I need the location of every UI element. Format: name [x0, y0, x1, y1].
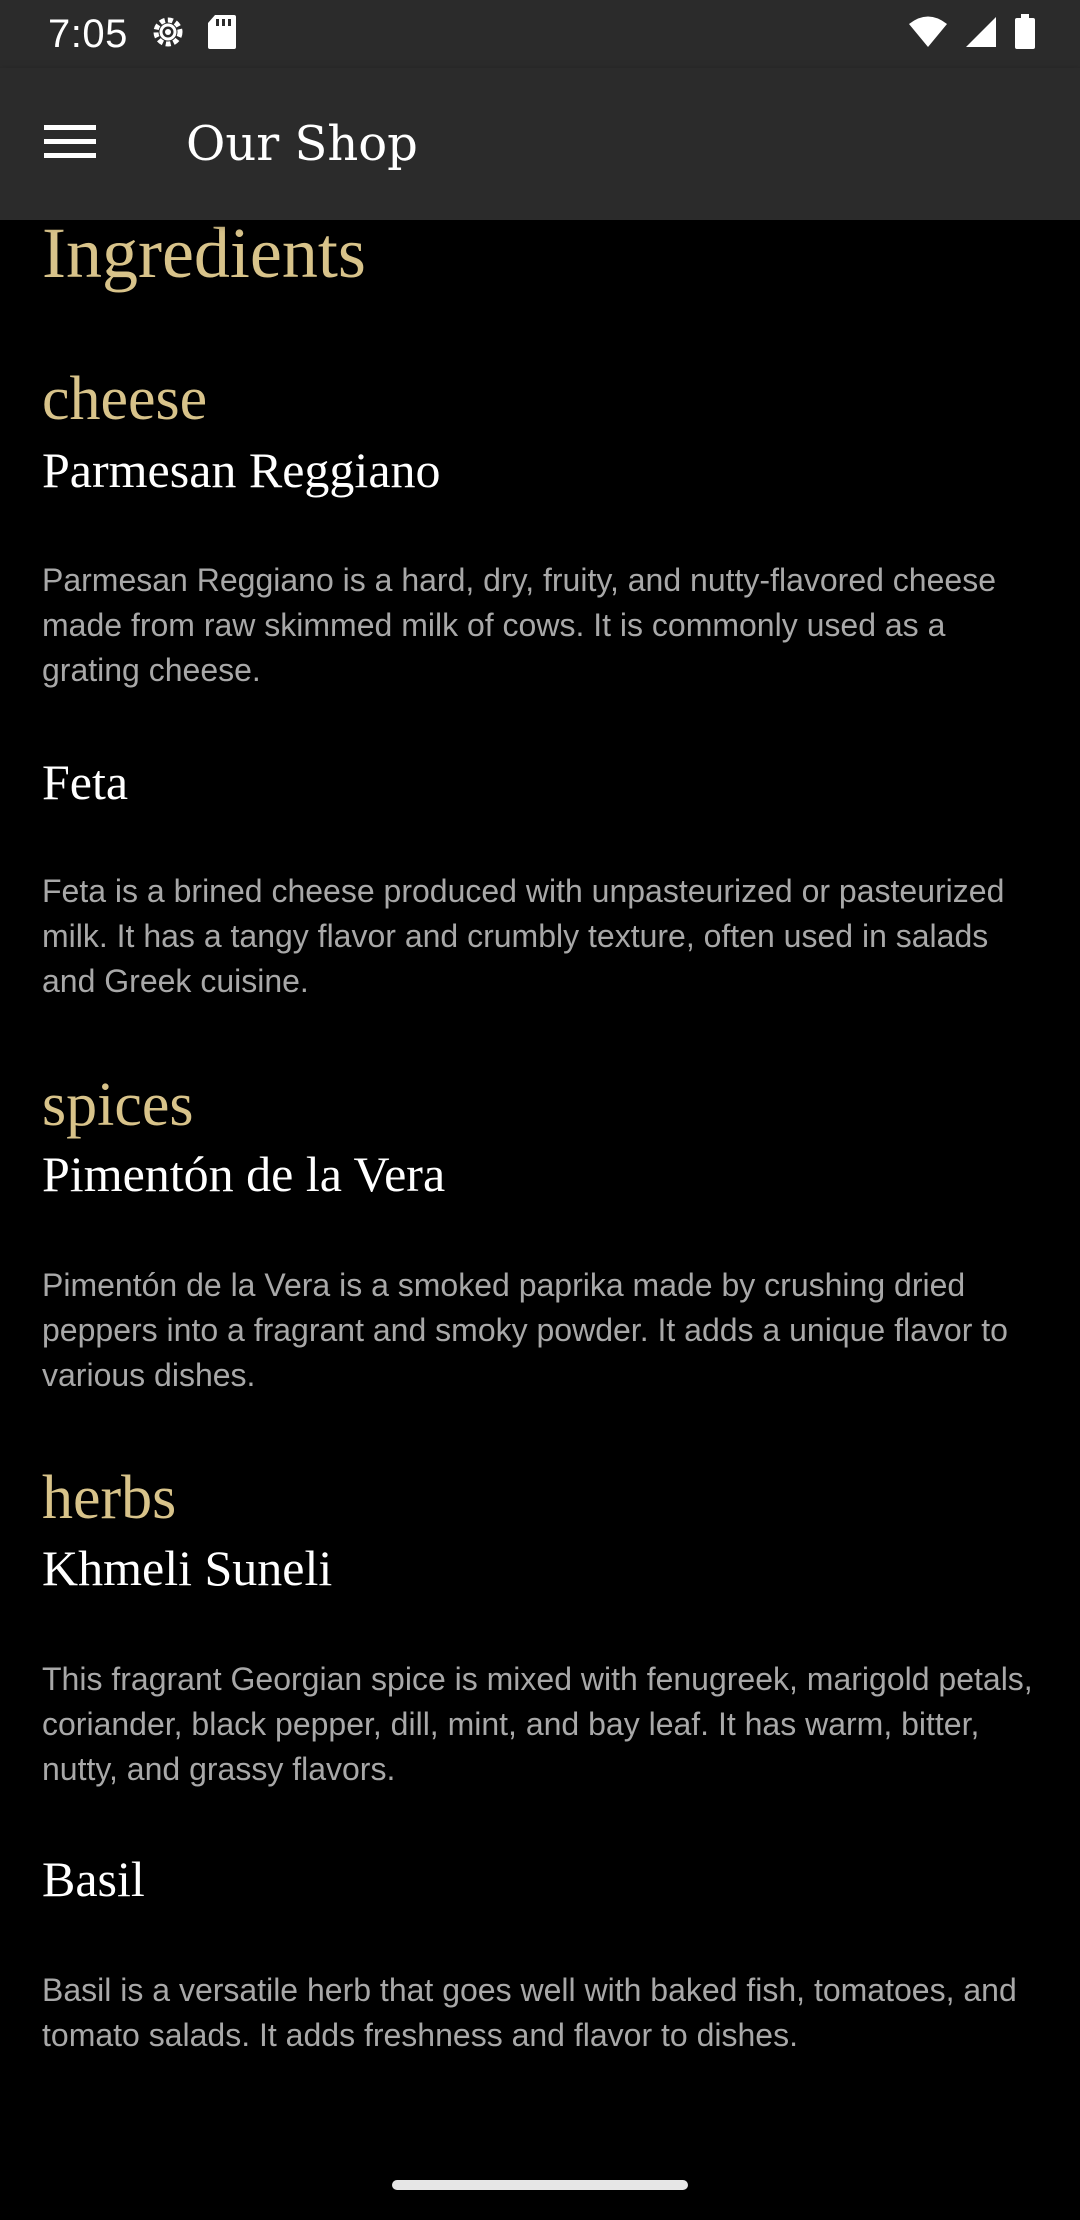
- item-name-basil: Basil: [42, 1851, 145, 1907]
- status-time: 7:05: [48, 11, 128, 56]
- category-heading-herbs: herbs: [42, 1464, 177, 1532]
- item-description-feta: Feta is a brined cheese produced with unpasteurized or pasteurized milk. It has a tangy flavor and crumbly texture, often used in salads and Greek cuisine.: [42, 873, 1005, 999]
- status-left-icons: [148, 12, 238, 57]
- status-right-icons: [908, 14, 1036, 55]
- wifi-icon: [908, 15, 948, 54]
- item-name-feta: Feta: [42, 754, 129, 810]
- item-name-pimenton-de-la-vera: Pimentón de la Vera: [42, 1146, 446, 1202]
- sd-card-icon: [206, 13, 238, 56]
- battery-icon: [1014, 14, 1036, 55]
- item-description-parmesan-reggiano: Parmesan Reggiano is a hard, dry, fruity, and nutty-flavored cheese made from raw skimmed milk of cows. It is commonly used as a grating cheese.: [42, 562, 996, 688]
- category-heading-spices: spices: [42, 1071, 194, 1139]
- category-heading-cheese: cheese: [42, 365, 208, 433]
- page-title: Ingredients: [42, 220, 366, 293]
- item-description-khmeli-suneli: This fragrant Georgian spice is mixed with fenugreek, marigold petals, coriander, black pepper, dill, mint, and bay leaf. It has warm, bitter, nutty, and grassy flavors.: [42, 1661, 1033, 1787]
- item-name-parmesan-reggiano: Parmesan Reggiano: [42, 442, 441, 498]
- item-name-khmeli-suneli: Khmeli Suneli: [42, 1540, 333, 1596]
- hamburger-menu-icon: [44, 123, 96, 166]
- app-bar: [0, 68, 1080, 220]
- ingredients-content[interactable]: [0, 220, 1080, 2180]
- cell-signal-icon: [964, 15, 998, 54]
- status-bar: [0, 0, 1080, 68]
- item-description-pimenton-de-la-vera: Pimentón de la Vera is a smoked paprika made by crushing dried peppers into a fragrant and smoky powder. It adds a unique flavor to various dishes.: [42, 1267, 1008, 1393]
- home-gesture-handle[interactable]: [392, 2180, 688, 2190]
- settings-icon: [148, 12, 188, 57]
- item-description-basil: Basil is a versatile herb that goes well with baked fish, tomatoes, and tomato salads. It adds freshness and flavor to dishes.: [42, 1972, 1017, 2053]
- menu-button[interactable]: [34, 108, 106, 180]
- app-title: Our Shop: [186, 116, 418, 172]
